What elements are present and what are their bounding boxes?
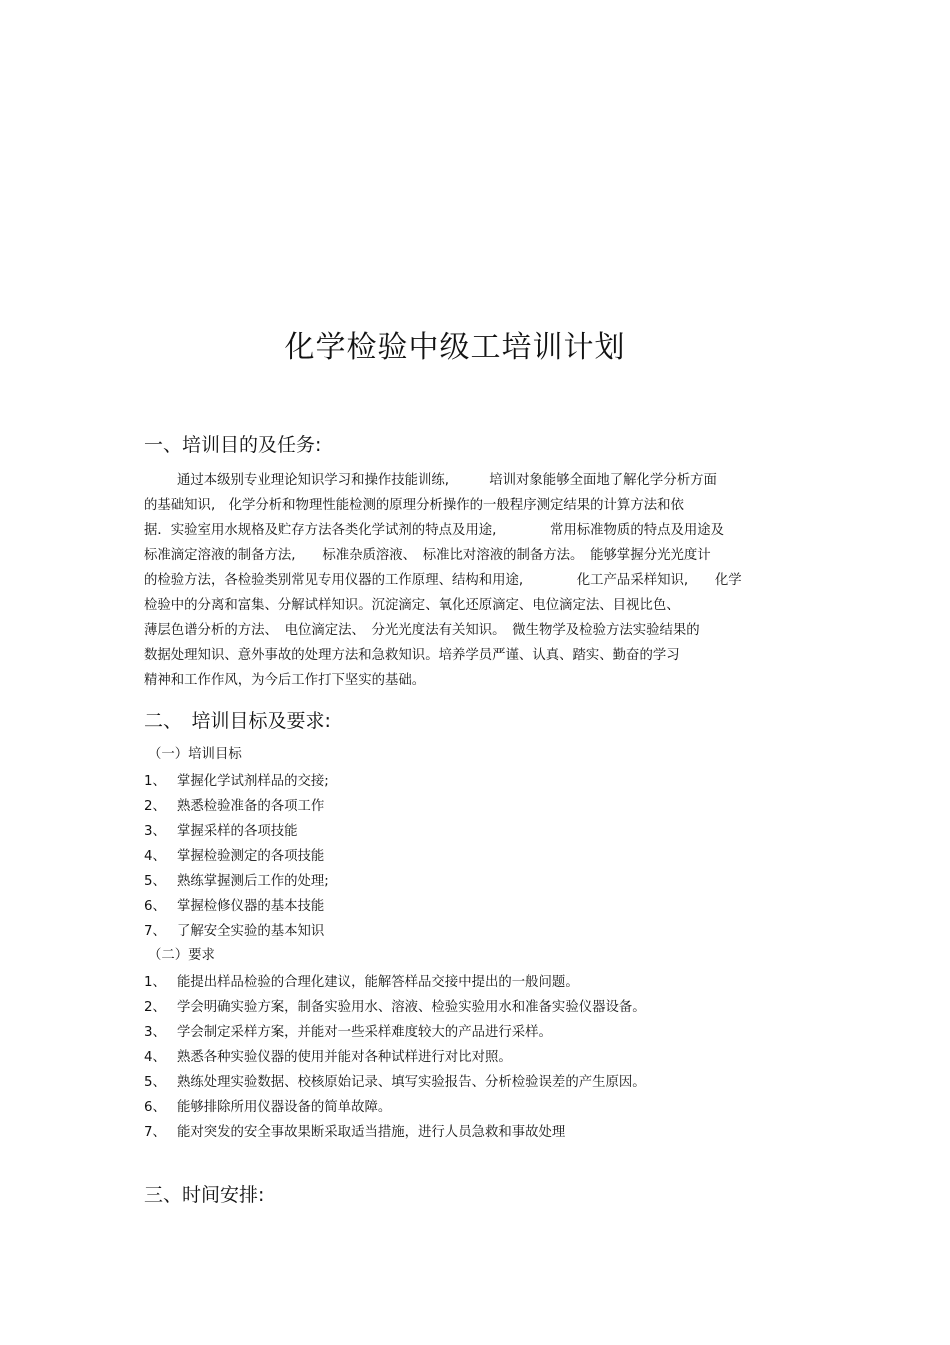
goal-number: 1、 [144, 774, 166, 789]
section1-heading: 一、培训目的及任务: [144, 434, 322, 456]
goal-text: 掌握采样的各项技能 [177, 824, 298, 839]
goal-number: 3、 [144, 824, 166, 839]
requirement-text: 学会明确实验方案，制备实验用水、溶液、检验实验用水和准备实验仪器设备。 [177, 1000, 646, 1015]
requirement-number: 2、 [144, 1000, 166, 1015]
goal-text: 了解安全实验的基本知识 [177, 924, 325, 939]
requirement-text: 熟练处理实验数据、校核原始记录、填写实验报告、分析检验误差的产生原因。 [177, 1075, 646, 1090]
section1-line: 据．实验室用水规格及贮存方法各类化学试剂的特点及用途, 常用标准物质的特点及用途及 [144, 523, 725, 538]
requirement-number: 3、 [144, 1025, 166, 1040]
requirement-text: 熟悉各种实验仪器的使用并能对各种试样进行对比对照。 [177, 1050, 512, 1065]
goal-number: 5、 [144, 874, 166, 889]
requirement-number: 7、 [144, 1125, 166, 1140]
goal-text: 掌握化学试剂样品的交接; [177, 774, 329, 789]
requirements-subheading: （二）要求 [148, 948, 215, 963]
goal-number: 2、 [144, 799, 166, 814]
goal-number: 7、 [144, 924, 166, 939]
page-title: 化学检验中级工培训计划 [284, 330, 626, 365]
requirement-number: 1、 [144, 975, 166, 990]
goal-text: 熟悉检验准备的各项工作 [177, 799, 325, 814]
goals-subheading: （一）培训目标 [148, 747, 242, 762]
goal-text: 掌握检修仪器的基本技能 [177, 899, 325, 914]
requirement-number: 4、 [144, 1050, 166, 1065]
requirement-text: 能提出样品检验的合理化建议，能解答样品交接中提出的一般问题。 [177, 975, 579, 990]
section2-heading: 二、 培训目标及要求: [144, 710, 331, 732]
section1-line: 数据处理知识、意外事故的处理方法和急救知识。培养学员严谨、认真、踏实、勤奋的学习 [144, 648, 680, 663]
requirement-number: 6、 [144, 1100, 166, 1115]
section1-line: 精神和工作作风，为今后工作打下坚实的基础。 [144, 673, 426, 688]
section1-line: 的检验方法，各检验类别常见专用仪器的工作原理、结构和用途, 化工产品采样知识, 化学 [144, 573, 742, 588]
goal-number: 4、 [144, 849, 166, 864]
goal-number: 6、 [144, 899, 166, 914]
section1-line: 通过本级别专业理论知识学习和操作技能训练, 培训对象能够全面地了解化学分析方面 [177, 473, 717, 488]
goal-text: 熟练掌握测后工作的处理; [177, 874, 329, 889]
section1-line: 检验中的分离和富集、分解试样知识。沉淀滴定、氧化还原滴定、电位滴定法、目视比色、 [144, 598, 680, 613]
section1-line: 标准滴定溶液的制备方法, 标准杂质溶液、 标准比对溶液的制备方法。 能够掌握分光光度计 [144, 548, 711, 563]
requirement-text: 学会制定采样方案，并能对一些采样难度较大的产品进行采样。 [177, 1025, 552, 1040]
section1-line: 的基础知识, 化学分析和物理性能检测的原理分析操作的一般程序测定结果的计算方法和依 [144, 498, 684, 513]
section3-heading: 三、时间安排: [144, 1184, 265, 1206]
requirement-text: 能对突发的安全事故果断采取适当措施，进行人员急救和事故处理 [177, 1125, 566, 1140]
requirement-text: 能够排除所用仪器设备的简单故障。 [177, 1100, 392, 1115]
goal-text: 掌握检验测定的各项技能 [177, 849, 325, 864]
requirement-number: 5、 [144, 1075, 166, 1090]
section1-line: 薄层色谱分析的方法、 电位滴定法、 分光光度法有关知识。 微生物学及检验方法实验结果的 [144, 623, 700, 638]
